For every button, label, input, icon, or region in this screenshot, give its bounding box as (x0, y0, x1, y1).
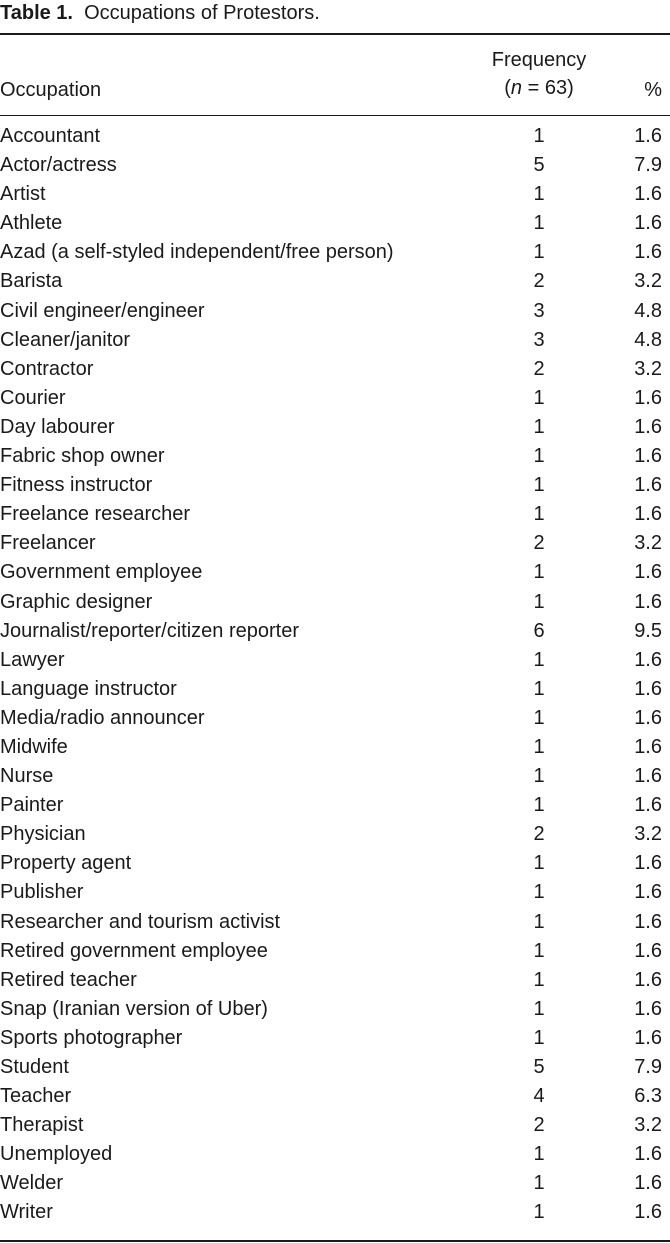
occupation-cell: Actor/actress (0, 154, 117, 177)
percent-cell: 1.6 (634, 183, 662, 206)
percent-cell: 1.6 (634, 765, 662, 788)
frequency-cell: 5 (533, 154, 545, 177)
occupation-cell: Azad (a self-styled independent/free person) (0, 241, 394, 264)
table-row (0, 733, 670, 762)
frequency-cell: 1 (533, 386, 545, 409)
table-row (0, 849, 670, 878)
percent-cell: 3.2 (634, 823, 662, 846)
frequency-cell: 1 (533, 1026, 545, 1049)
table-row (0, 267, 670, 296)
occupation-cell: Freelance researcher (0, 503, 191, 526)
percent-cell: 1.6 (634, 590, 662, 613)
occupation-cell: Retired government employee (0, 939, 268, 962)
table-row (0, 1169, 670, 1198)
occupation-cell: Language instructor (0, 677, 177, 700)
percent-cell: 1.6 (634, 881, 662, 904)
frequency-cell: 1 (533, 561, 545, 584)
occupation-cell: Midwife (0, 735, 68, 758)
table-row (0, 500, 670, 529)
percent-cell: 3.2 (634, 532, 662, 555)
occupation-cell: Publisher (0, 881, 84, 904)
percent-cell: 1.6 (634, 445, 662, 468)
n-variable: n (510, 77, 523, 99)
table-row (0, 384, 670, 413)
occupation-cell: Student (0, 1056, 69, 1078)
percent-cell: 1.6 (634, 1172, 662, 1195)
header-rule (0, 115, 670, 116)
frequency-cell: 1 (533, 706, 545, 729)
frequency-cell: 1 (533, 881, 545, 904)
table-row (0, 209, 670, 238)
percent-cell: 1.6 (634, 386, 662, 409)
occupation-cell: Graphic designer (0, 590, 153, 613)
percent-cell: 1.6 (634, 735, 662, 758)
table-row (0, 326, 670, 355)
table-row (0, 908, 670, 937)
table-row (0, 820, 670, 849)
table-row (0, 151, 670, 180)
header-occupation: Occupation (0, 79, 102, 101)
occupation-cell: Cleaner/janitor (0, 328, 131, 351)
occupation-cell: Nurse (0, 765, 54, 788)
occupation-cell: Athlete (0, 212, 63, 235)
frequency-cell: 2 (533, 357, 545, 380)
frequency-cell: 2 (533, 1114, 545, 1137)
frequency-cell: 6 (533, 619, 545, 642)
percent-cell: 1.6 (634, 212, 662, 235)
frequency-cell: 1 (533, 910, 545, 933)
percent-cell: 1.6 (634, 1026, 662, 1049)
occupation-cell: Lawyer (0, 648, 65, 671)
occupation-cell: Therapist (0, 1114, 84, 1137)
frequency-cell: 1 (533, 997, 545, 1020)
percent-cell: 1.6 (634, 794, 662, 817)
table-row (0, 588, 670, 617)
table-row (0, 878, 670, 907)
occupation-cell: Civil engineer/engineer (0, 299, 205, 322)
frequency-cell: 5 (533, 1056, 545, 1078)
occupation-cell: Sports photographer (0, 1026, 183, 1049)
table-row (0, 558, 670, 587)
table-row (0, 471, 670, 500)
percent-cell: 1.6 (634, 997, 662, 1020)
frequency-cell: 1 (533, 474, 545, 497)
frequency-cell: 1 (533, 648, 545, 671)
header-frequency (473, 46, 605, 102)
percent-cell: 3.2 (634, 357, 662, 380)
occupation-cell: Painter (0, 794, 64, 817)
frequency-cell: 1 (533, 125, 545, 147)
frequency-cell: 1 (533, 241, 545, 264)
table-row (0, 122, 670, 151)
header-frequency-n: (n = 63) (504, 77, 574, 99)
occupation-cell: Contractor (0, 357, 94, 380)
frequency-cell: 1 (533, 415, 545, 438)
table-row (0, 791, 670, 820)
percent-cell: 1.6 (634, 241, 662, 264)
frequency-cell: 1 (533, 794, 545, 817)
table-row (0, 355, 670, 384)
table-row (0, 413, 670, 442)
occupation-cell: Day labourer (0, 415, 115, 438)
occupation-cell: Media/radio announcer (0, 706, 205, 729)
percent-cell: 1.6 (634, 1143, 662, 1166)
table-row (0, 995, 670, 1024)
table-row (0, 937, 670, 966)
occupation-cell: Barista (0, 270, 63, 293)
frequency-cell: 1 (533, 968, 545, 991)
frequency-cell: 1 (533, 1201, 545, 1224)
frequency-cell: 1 (533, 852, 545, 875)
frequency-cell: 1 (533, 503, 545, 526)
frequency-cell: 3 (533, 299, 545, 322)
percent-cell: 1.6 (634, 474, 662, 497)
table-row (0, 442, 670, 471)
table-title: Occupations of Protestors. (84, 2, 320, 24)
percent-cell: 4.8 (634, 299, 662, 322)
frequency-cell: 1 (533, 765, 545, 788)
percent-cell: 1.6 (634, 939, 662, 962)
table-header (0, 36, 670, 114)
table-row (0, 966, 670, 995)
top-rule (0, 33, 670, 35)
percent-cell: 1.6 (634, 503, 662, 526)
occupation-cell: Welder (0, 1172, 63, 1195)
header-frequency-label: Frequency (491, 49, 587, 71)
table-row (0, 1053, 670, 1082)
table-row (0, 297, 670, 326)
percent-cell: 1.6 (634, 561, 662, 584)
table-row (0, 704, 670, 733)
percent-cell: 7.9 (634, 154, 662, 177)
occupation-cell: Fabric shop owner (0, 445, 165, 468)
table-row (0, 675, 670, 704)
frequency-cell: 2 (533, 823, 545, 846)
occupation-cell: Snap (Iranian version of Uber) (0, 997, 268, 1020)
percent-cell: 1.6 (634, 852, 662, 875)
table-row (0, 1024, 670, 1053)
occupation-cell: Property agent (0, 852, 132, 875)
occupation-cell: Teacher (0, 1085, 72, 1108)
percent-cell: 9.5 (634, 619, 662, 642)
occupation-cell: Writer (0, 1201, 53, 1224)
occupation-cell: Unemployed (0, 1143, 113, 1166)
table-row (0, 238, 670, 267)
percent-cell: 7.9 (634, 1056, 662, 1078)
table-caption (0, 0, 320, 30)
table-row (0, 529, 670, 558)
occupation-cell: Physician (0, 823, 86, 846)
percent-cell: 1.6 (634, 910, 662, 933)
percent-cell: 3.2 (634, 1114, 662, 1137)
percent-cell: 3.2 (634, 270, 662, 293)
table-row (0, 1140, 670, 1169)
percent-cell: 1.6 (634, 1201, 662, 1224)
table-row (0, 1198, 670, 1227)
percent-cell: 1.6 (634, 415, 662, 438)
percent-cell: 1.6 (634, 125, 662, 147)
frequency-cell: 1 (533, 445, 545, 468)
occupation-cell: Researcher and tourism activist (0, 910, 281, 933)
frequency-cell: 1 (533, 735, 545, 758)
percent-cell: 1.6 (634, 648, 662, 671)
occupation-cell: Accountant (0, 125, 101, 147)
frequency-cell: 4 (533, 1085, 545, 1108)
percent-cell: 1.6 (634, 677, 662, 700)
table-body (0, 122, 670, 1228)
occupation-cell: Retired teacher (0, 968, 137, 991)
frequency-cell: 1 (533, 677, 545, 700)
occupation-cell: Artist (0, 183, 46, 206)
frequency-cell: 1 (533, 1172, 545, 1195)
occupation-cell: Freelancer (0, 532, 96, 555)
occupation-cell: Journalist/reporter/citizen reporter (0, 619, 300, 642)
frequency-cell: 1 (533, 1143, 545, 1166)
table-row (0, 762, 670, 791)
frequency-cell: 1 (533, 939, 545, 962)
percent-cell: 1.6 (634, 968, 662, 991)
percent-cell: 6.3 (634, 1085, 662, 1108)
table-label: Table 1. (0, 2, 73, 24)
frequency-cell: 2 (533, 532, 545, 555)
frequency-cell: 1 (533, 590, 545, 613)
frequency-cell: 2 (533, 270, 545, 293)
frequency-cell: 1 (533, 183, 545, 206)
percent-cell: 1.6 (634, 706, 662, 729)
occupation-cell: Fitness instructor (0, 474, 153, 497)
frequency-cell: 3 (533, 328, 545, 351)
table-row (0, 1082, 670, 1111)
table-row (0, 1111, 670, 1140)
table-row (0, 646, 670, 675)
table-row (0, 180, 670, 209)
header-percent: % (644, 79, 662, 101)
bottom-rule (0, 1240, 670, 1242)
occupation-cell: Government employee (0, 561, 203, 584)
frequency-cell: 1 (533, 212, 545, 235)
occupation-cell: Courier (0, 386, 66, 409)
percent-cell: 4.8 (634, 328, 662, 351)
table-row (0, 617, 670, 646)
